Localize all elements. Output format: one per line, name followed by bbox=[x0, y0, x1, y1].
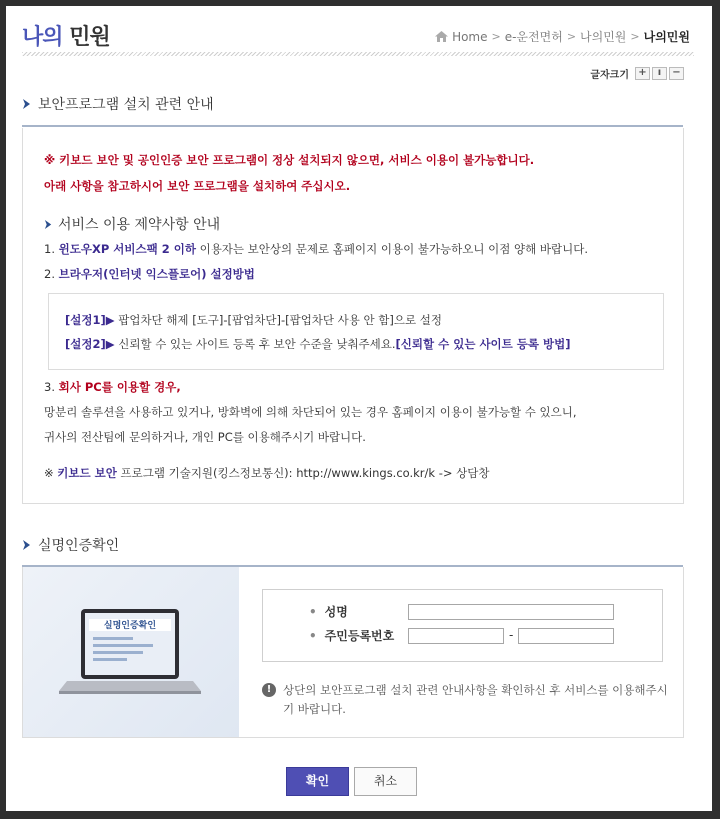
info-icon: ! bbox=[262, 683, 276, 697]
item-number: 3. bbox=[44, 380, 59, 394]
home-icon[interactable] bbox=[435, 31, 448, 42]
page-title bbox=[22, 20, 110, 51]
breadcrumb bbox=[435, 28, 690, 45]
restriction-item-2 bbox=[44, 266, 255, 282]
arrow-right-icon bbox=[44, 219, 53, 230]
breadcrumb-separator-icon: > bbox=[566, 30, 577, 43]
keyboard-security-support bbox=[44, 465, 490, 481]
font-size-label: 글자크기 bbox=[590, 70, 629, 81]
name-row bbox=[309, 603, 348, 620]
setting-text: 신뢰할 수 있는 사이트 등록 후 보안 수준을 낮춰주세요. bbox=[114, 337, 396, 351]
arrow-right-icon bbox=[22, 539, 32, 551]
font-size-control bbox=[590, 66, 684, 81]
security-heading-text: 보안프로그램 설치 관련 안내 bbox=[38, 97, 214, 113]
arrow-right-icon bbox=[22, 98, 32, 110]
security-warning-2: 아래 사항을 참고하시어 보안 프로그램을 설치하여 주십시오. bbox=[44, 179, 351, 193]
name-input[interactable] bbox=[408, 604, 614, 620]
breadcrumb-license[interactable]: e-운전면허 bbox=[504, 30, 563, 44]
restriction-item-1 bbox=[44, 241, 588, 257]
security-warning-1: ※ 키보드 보안 및 공인인증 보안 프로그램이 정상 설치되지 않으면, 서비스 이용이 불가능합니다. bbox=[44, 153, 535, 167]
breadcrumb-current: 나의민원 bbox=[643, 30, 690, 44]
identity-form bbox=[262, 589, 663, 662]
support-prefix: ※ bbox=[44, 466, 58, 480]
item-number: 1. bbox=[44, 242, 59, 256]
auth-notice-text: 상단의 보안프로그램 설치 관련 안내사항을 확인하신 후 서비스를 이용해주시기 바랍니다. bbox=[283, 683, 668, 716]
font-increase-button[interactable]: + bbox=[635, 67, 650, 80]
support-text: 프로그램 기술지원(킹스정보통신): http://www.kings.co.kr/k -> 상담창 bbox=[116, 466, 490, 480]
setting-tag: [설정1]▶ bbox=[65, 313, 115, 327]
laptop-title: 실명인증확인 bbox=[103, 621, 157, 631]
page-title-accent: 나의 bbox=[22, 25, 63, 50]
page-header bbox=[6, 6, 712, 56]
item-emphasis: 브라우저(인터넷 익스플로어) 설정방법 bbox=[58, 267, 255, 281]
auth-notice bbox=[262, 681, 672, 719]
page-title-rest: 민원 bbox=[69, 25, 110, 50]
bullet-icon: • bbox=[309, 628, 317, 643]
confirm-button[interactable]: 확인 bbox=[286, 767, 349, 796]
browser-settings-box bbox=[48, 293, 664, 370]
bullet-icon: • bbox=[309, 604, 317, 619]
rrn-front-input[interactable] bbox=[408, 628, 504, 644]
security-section-heading bbox=[22, 94, 214, 114]
support-emphasis: 키보드 보안 bbox=[57, 466, 117, 480]
item-text: 이용자는 보안상의 문제로 홈페이지 이용이 불가능하오니 이점 양해 바랍니다. bbox=[195, 242, 588, 256]
item-emphasis: 회사 PC를 이용할 경우, bbox=[58, 380, 181, 394]
section-divider bbox=[22, 125, 683, 127]
setting-text: 팝업차단 해제 [도구]-[팝업차단]-[팝업차단 사용 안 함]으로 설정 bbox=[114, 313, 442, 327]
font-reset-button[interactable]: ı bbox=[652, 67, 667, 80]
setting-2 bbox=[65, 336, 570, 352]
breadcrumb-home[interactable]: Home bbox=[452, 29, 488, 44]
trusted-site-guide-link[interactable]: [신뢰할 수 있는 사이트 등록 방법] bbox=[395, 337, 571, 351]
restriction-item-3-line-1: 망분리 솔루션을 사용하고 있거나, 방화벽에 의해 차단되어 있는 경우 홈페이지 이용이 불가능할 수 있으니, bbox=[44, 405, 577, 419]
laptop-illustration bbox=[23, 567, 239, 737]
restriction-heading bbox=[44, 214, 220, 234]
restriction-item-3-line-2: 귀사의 전산팀에 문의하거나, 개인 PC를 이용해주시기 바랍니다. bbox=[44, 430, 366, 444]
breadcrumb-my-petition[interactable]: 나의민원 bbox=[580, 30, 627, 44]
rrn-dash: - bbox=[509, 628, 514, 642]
laptop-icon bbox=[23, 567, 239, 737]
setting-1 bbox=[65, 312, 442, 328]
restriction-item-3 bbox=[44, 379, 181, 395]
name-label: 성명 bbox=[324, 605, 348, 619]
rrn-label: 주민등록번호 bbox=[324, 629, 395, 643]
auth-box bbox=[22, 567, 684, 738]
breadcrumb-separator-icon: > bbox=[491, 30, 501, 43]
item-emphasis: 윈도우XP 서비스팩 2 이하 bbox=[58, 242, 196, 256]
title-divider bbox=[22, 52, 694, 56]
auth-heading-text: 실명인증확인 bbox=[38, 538, 120, 554]
auth-section-heading bbox=[22, 535, 119, 555]
rrn-row bbox=[309, 627, 394, 644]
font-decrease-button[interactable]: − bbox=[669, 67, 684, 80]
setting-tag: [설정2]▶ bbox=[65, 337, 115, 351]
breadcrumb-separator-icon: > bbox=[630, 30, 640, 43]
restriction-heading-text: 서비스 이용 제약사항 안내 bbox=[58, 217, 221, 233]
cancel-button[interactable]: 취소 bbox=[354, 767, 417, 796]
page-frame bbox=[6, 6, 712, 811]
rrn-back-input[interactable] bbox=[518, 628, 614, 644]
item-number: 2. bbox=[44, 267, 59, 281]
